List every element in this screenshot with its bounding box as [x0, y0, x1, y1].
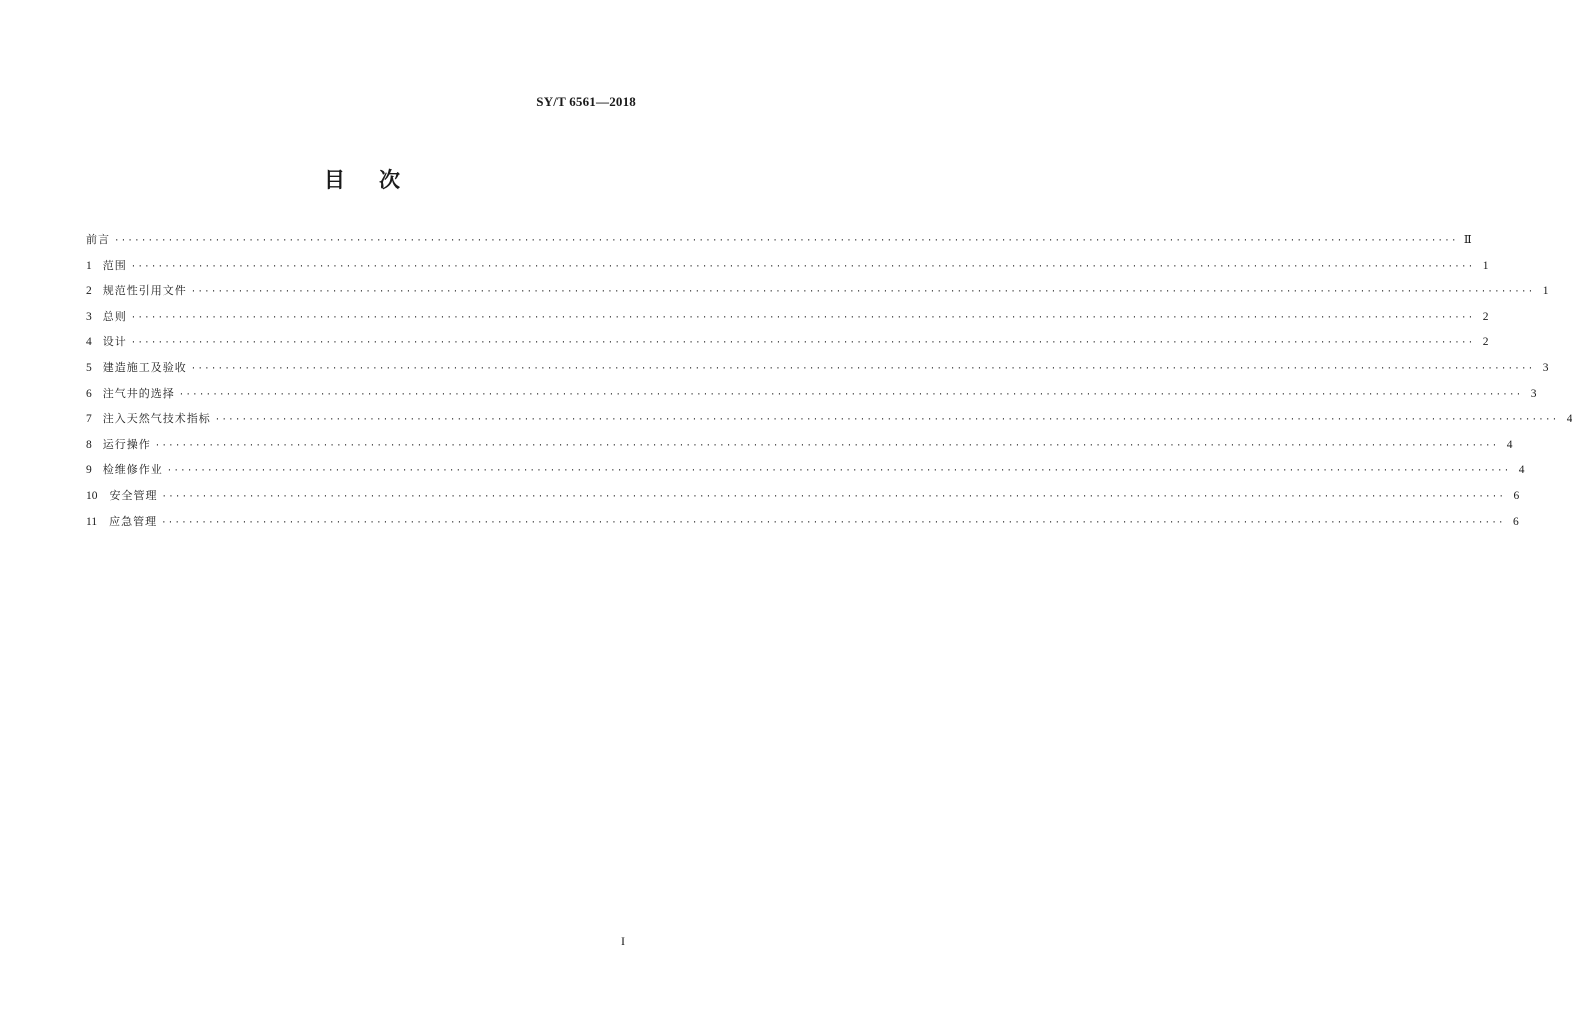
toc-entry-page: 4 [1506, 438, 1513, 451]
toc-dot-leader: ········································································································································································································ [190, 363, 1535, 374]
toc-entry-page: 4 [1566, 413, 1572, 426]
toc-dot-leader: ········································································································································································································ [130, 338, 1475, 349]
toc-entry-page: 6 [1513, 489, 1520, 502]
toc-entry [86, 487, 1520, 513]
toc-dot-leader: ········································································································································································································ [190, 287, 1535, 298]
toc-entry-page: 1 [1542, 285, 1549, 298]
toc-entry [86, 333, 1489, 359]
toc-entry [86, 410, 1572, 436]
toc-entry-page: 3 [1530, 387, 1537, 400]
toc-entry-number: 4 [86, 336, 92, 349]
toc-entry [86, 308, 1489, 334]
toc-entry-title: 设计 [102, 335, 127, 349]
page-title: 目次 [324, 168, 434, 192]
page-number: I [621, 934, 625, 948]
toc-entry [86, 282, 1549, 308]
toc-entry-number: 11 [86, 515, 98, 528]
toc-entry-page: 2 [1482, 336, 1489, 349]
toc-entry-number: 2 [86, 285, 92, 298]
toc-entry-title: 范围 [102, 258, 127, 272]
toc-entry-title: 注气井的选择 [102, 386, 175, 400]
toc-entry-number: 5 [86, 361, 92, 374]
toc-dot-leader: ········································································································································································································ [154, 440, 1499, 451]
toc-entry-title: 检维修作业 [102, 463, 163, 477]
toc-dot-leader: ········································································································································································································ [161, 491, 1506, 502]
toc-dot-leader: ········································································································································································································ [214, 415, 1559, 426]
toc-entry-title: 总则 [102, 309, 127, 323]
toc-entry-number: 1 [86, 259, 92, 272]
toc-dot-leader: ········································································································································································································ [130, 261, 1475, 272]
toc-entry-number: 9 [86, 464, 92, 477]
toc-entry [86, 359, 1549, 385]
toc-entry-page: 2 [1482, 310, 1489, 323]
toc-dot-leader: ········································································································································································································ [178, 389, 1523, 400]
toc-dot-leader: ········································································································································································································ [114, 236, 1458, 246]
toc-entry-title: 建造施工及验收 [102, 360, 187, 374]
toc-entry-page: 6 [1513, 515, 1519, 528]
toc-entry-title: 规范性引用文件 [102, 284, 187, 298]
toc-entry-title: 安全管理 [109, 488, 158, 502]
toc-entry-page: 3 [1542, 361, 1549, 374]
standard-code: SY/T 6561—2018 [536, 94, 636, 109]
toc-entry-page: Ⅱ [1463, 234, 1472, 246]
toc-entry-number: 7 [86, 413, 92, 426]
toc-entry [86, 231, 1472, 257]
toc-entry-number: 3 [86, 310, 92, 323]
table-of-contents [86, 231, 1572, 538]
toc-entry [86, 513, 1519, 539]
toc-entry-number: 10 [86, 489, 98, 502]
toc-dot-leader: ········································································································································································································ [130, 312, 1475, 323]
toc-entry-page: 4 [1518, 464, 1525, 477]
toc-dot-leader: ········································································································································································································ [161, 517, 1505, 528]
toc-entry-page: 1 [1482, 259, 1489, 272]
toc-entry-number: 6 [86, 387, 92, 400]
toc-entry [86, 461, 1525, 487]
toc-entry-title: 前言 [86, 233, 110, 246]
toc-entry-title: 注入天然气技术指标 [102, 412, 211, 426]
toc-entry [86, 436, 1513, 462]
toc-entry [86, 257, 1489, 283]
toc-dot-leader: ········································································································································································································ [166, 466, 1511, 477]
toc-entry-number: 8 [86, 438, 92, 451]
toc-entry-title: 应急管理 [109, 514, 158, 528]
toc-entry [86, 385, 1537, 411]
toc-entry-title: 运行操作 [102, 437, 151, 451]
